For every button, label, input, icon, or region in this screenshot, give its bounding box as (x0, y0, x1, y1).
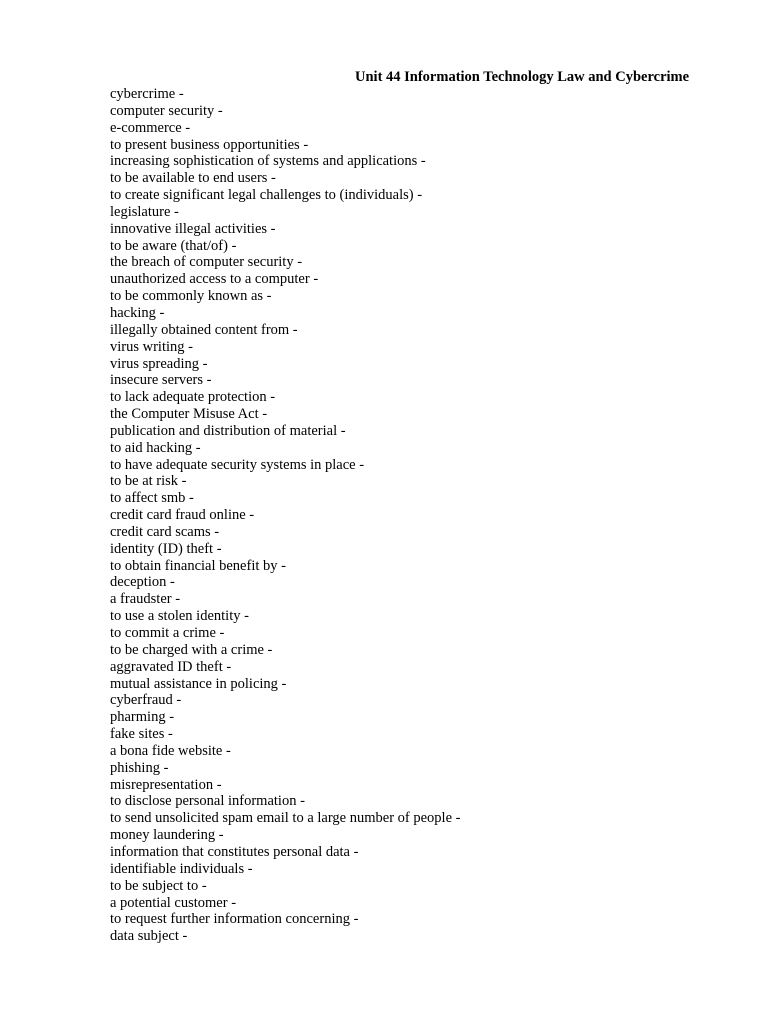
term-item: fake sites - (110, 726, 173, 743)
term-item: credit card scams - (110, 523, 220, 540)
term-item: to present business opportunities - (110, 136, 309, 153)
term-item: credit card fraud online - (110, 507, 255, 524)
page-title: Unit 44 Information Technology Law and Cybercrime (355, 69, 690, 85)
term-item: to be available to end users - (110, 170, 276, 187)
term-item: publication and distribution of material - (110, 422, 346, 439)
term-item: increasing sophistication of systems and applications - (110, 153, 426, 170)
term-item: to commit a crime - (110, 625, 225, 641)
term-item: to aid hacking - (110, 439, 201, 456)
term-item: virus spreading - (110, 355, 208, 372)
term-item: to be commonly known as - (110, 288, 272, 305)
term-item: the breach of computer security - (110, 254, 303, 271)
term-item: money laundering - (110, 827, 224, 844)
term-item: a fraudster - (110, 591, 181, 608)
term-item: to be at risk - (110, 473, 187, 490)
term-item: aggravated ID theft - (110, 658, 232, 675)
term-item: cyberfraud - (110, 692, 182, 709)
term-item: a potential customer - (110, 894, 237, 911)
term-item: illegally obtained content from - (110, 321, 298, 338)
term-item: identifiable individuals - (110, 860, 253, 877)
term-item: virus writing - (110, 338, 193, 355)
term-item: to be charged with a crime - (110, 641, 273, 658)
term-item: to send unsolicited spam email to a large number of people - (110, 810, 461, 827)
term-item: misrepresentation - (110, 776, 222, 793)
term-item: information that constitutes personal data - (110, 843, 359, 860)
term-item: unauthorized access to a computer - (110, 271, 319, 288)
term-item: to use a stolen identity - (110, 608, 249, 625)
term-item: deception - (110, 574, 175, 591)
term-item: a bona fide website - (110, 742, 231, 759)
term-item: to disclose personal information - (110, 793, 305, 810)
term-item: the Computer Misuse Act - (110, 406, 268, 423)
term-item: to be aware (that/of) - (110, 237, 237, 254)
term-item: mutual assistance in policing - (110, 675, 287, 692)
term-item: pharming - (110, 709, 175, 726)
term-item: cybercrime - (110, 86, 184, 102)
term-item: innovative illegal activities - (110, 220, 276, 237)
term-item: to lack adequate protection - (110, 389, 276, 406)
term-item: hacking - (110, 304, 165, 321)
term-item: computer security - (110, 102, 223, 119)
term-item: to create significant legal challenges to (individuals) - (110, 187, 423, 204)
term-item: to request further information concerning - (110, 911, 359, 928)
term-list (110, 86, 460, 945)
term-item: to have adequate security systems in place - (110, 456, 365, 473)
term-item: to affect smb - (110, 490, 194, 507)
term-item: phishing - (110, 759, 169, 776)
term-item: identity (ID) theft - (110, 540, 222, 557)
term-item: e-commerce - (110, 119, 191, 136)
term-item: legislature - (110, 203, 179, 220)
term-item: data subject - (110, 928, 188, 945)
term-item: to be subject to - (110, 877, 207, 894)
term-item: to obtain financial benefit by - (110, 557, 286, 574)
term-item: insecure servers - (110, 372, 212, 389)
